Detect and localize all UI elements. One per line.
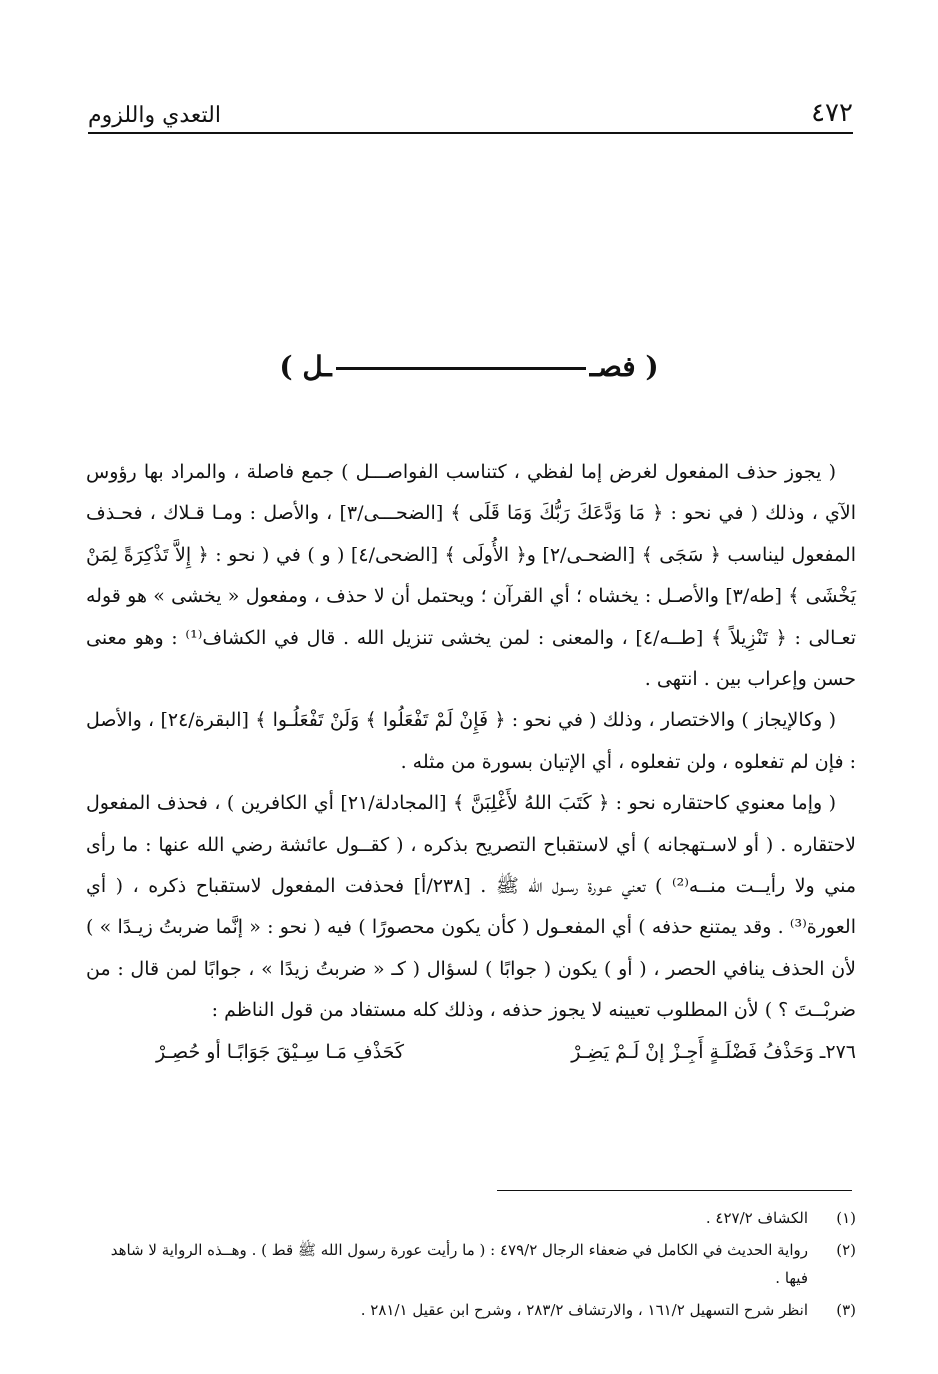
- paragraph: ( وكالإيجاز ) والاختصار ، وذلك ( في نحو : ﴿ فَإِنْ لَمْ تَفْعَلُوا ﴾ وَلَنْ تَفْعَلُـوا ﴾ [البقرة/٢٤] ، والأصل : فإن لم تفعلوه ، ولن تفعلوه ، أي الإتيان بسورة من مثله .: [86, 709, 856, 773]
- chapter-title: التعدي واللزوم: [88, 103, 221, 128]
- footnote-number: (٢): [836, 1241, 856, 1259]
- section-heading: [0, 350, 938, 383]
- section-heading-start: ( فصـ: [589, 350, 659, 383]
- poem-verse: [156, 1032, 856, 1073]
- running-header: [88, 92, 853, 134]
- paragraph: ( يجوز حذف المفعول لغرض إما لفظي ، كتناسب الفواصـــل ) جمع فاصلة ، والمراد بها رؤوس الآي ، وذلك ( في نحو : ﴿ مَا وَدَّعَكَ رَبُّكَ وَمَا قَلَى ﴾ [الضحـــى/٣] ، والأصل : ومـا قـلاك ، فحـذف المفعول ليناسب ﴿ سَجَى ﴾ [الضحـى/٢] و﴿ الأُولَى ﴾ [الضحى/٤] ( و ) في ( نحو : ﴿ إِلاَّ تَذْكِرَةً لِمَنْ يَخْشَى ﴾ [طه/٣] والأصـل : يخشاه ؛ أي القرآن ؛ ويحتمل أن لا حذف ، ومفعول « يخشى » هو قوله تعـالى : ﴿ تَنْزِيلاً ﴾ [طــه/٤] ، والمعنى : لمن يخشى تنزيل الله . قال في الكشاف⁽¹⁾ : وهو معنى حسن وإعراب بين . انتهى .: [86, 461, 856, 691]
- verse-first-hemistich: ٢٧٦ـ وَحَذْفُ فَضْلَـةٍ أَجِـزْ إنْ لَـمْ يَضِـرْ: [571, 1040, 856, 1063]
- footnote-separator: [497, 1190, 852, 1191]
- footnote: [86, 1204, 856, 1232]
- verse-second-hemistich: كَحَذْفِ مَـا سِـيْقَ جَوَابًـا أو حُصِـرْ: [156, 1040, 404, 1063]
- heading-elongation-line: [336, 367, 586, 370]
- footnote-text: رواية الحديث في الكامل في ضعفاء الرجال ٤٧٩/٢ : ( ما رأيت عورة رسول الله ﷺ قط ) . وهــذه الرواية لا شاهد فيها .: [110, 1241, 808, 1287]
- footnote: [86, 1236, 856, 1292]
- footnote-text: انظر شرح التسهيل ١٦١/٢ ، والارتشاف ٢٨٣/٢ ، وشرح ابن عقيل ٢٨١/١ .: [360, 1301, 808, 1319]
- main-text: [86, 452, 856, 1073]
- page-number: ٤٧٢: [811, 98, 853, 128]
- footnote-text: الكشاف ٤٢٧/٢ .: [705, 1209, 808, 1227]
- footnote-number: (١): [836, 1209, 856, 1227]
- section-heading-end: ـل ): [279, 350, 332, 383]
- footnote-number: (٣): [836, 1301, 856, 1319]
- footnotes: [86, 1204, 856, 1328]
- paragraph: ( وإما معنوي كاحتقاره نحو : ﴿ كَتَبَ اللهُ لأَغْلِبَنَّ ﴾ [المجادلة/٢١] أي الكافرين ) ، فحذف المفعول لاحتقاره . ( أو لاسـتهجانه ) أي لاستقباح التصريح بذكره ، ( كقــول عائشة رضي الله عنها : ما رأى مني ولا رأيــت منــه⁽²⁾ ) تعني عـورة رسـول الله ﷺ . [٢٣٨/أ] فحذفت المفعول لاستقباح ذكره ، ( أي العورة⁽³⁾ . وقد يمتنع حذفه ) أي المفعـول ( كأن يكون محصورًا ) فيه ( نحو : « إنَّما ضربتُ زيـدًا » ) لأن الحذف ينافي الحصر ، ( أو ) يكون ( جوابًا ) لسؤال ( كـ « ضربتُ زيدًا » ، جوابًا لمن قال : من ضربْــتَ ؟ ) لأن المطلوب تعيينه لا يجوز حذفه ، وذلك كله مستفاد من قول الناظم :: [86, 792, 856, 1022]
- footnote: [86, 1296, 856, 1324]
